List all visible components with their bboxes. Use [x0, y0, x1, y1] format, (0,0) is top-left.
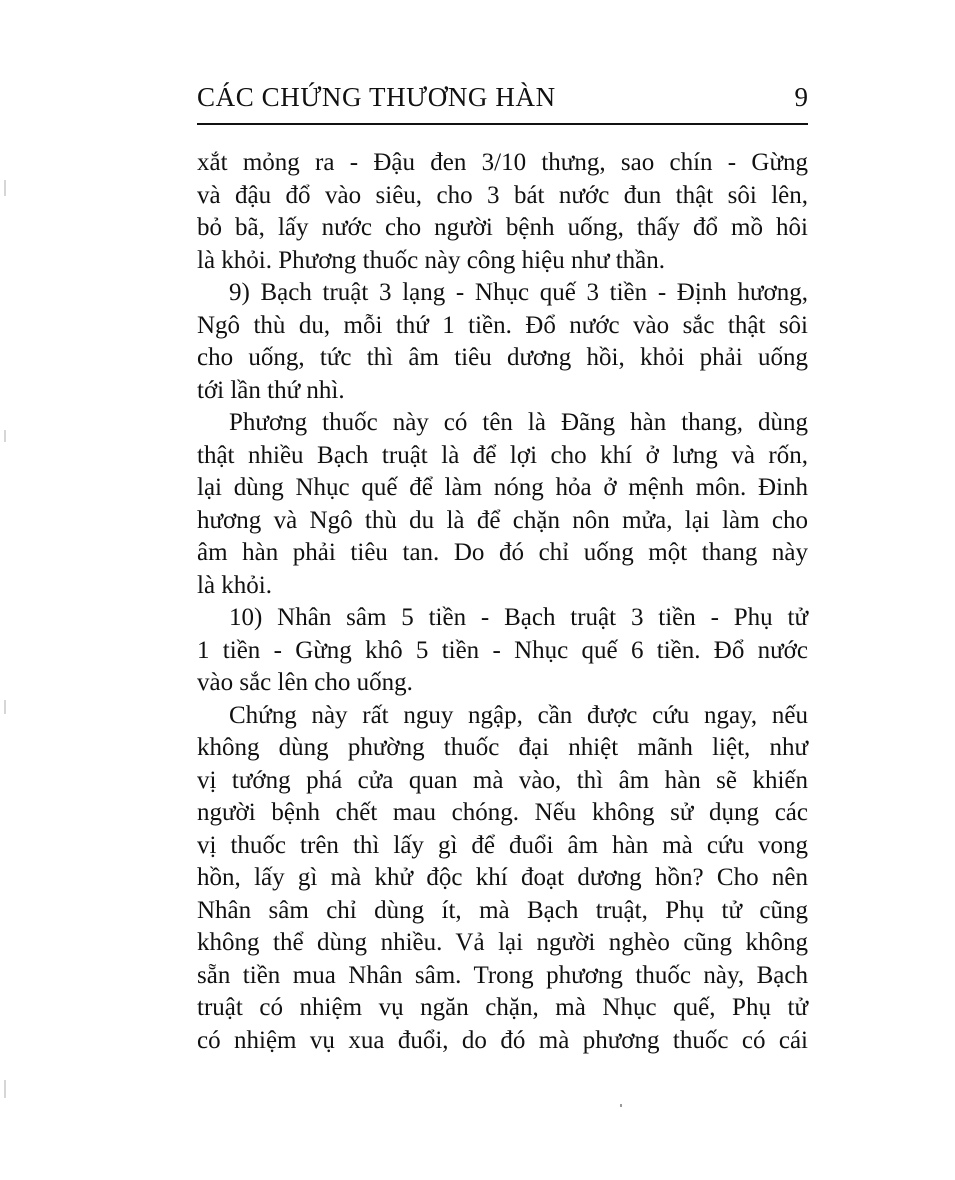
- text-line: Nhân sâm chỉ dùng ít, mà Bạch truật, Phụ tử cũng: [197, 896, 808, 924]
- paragraph-explanation-10: [197, 700, 808, 1058]
- text-line: và đậu đổ vào siêu, cho 3 bát nước đun thật sôi lên,: [197, 181, 808, 209]
- text-line: không dùng phường thuốc đại nhiệt mãnh liệt, như: [197, 734, 808, 761]
- text-line: Phương thuốc này có tên là Đãng hàn thang, dùng: [229, 409, 808, 436]
- text-line: sẵn tiền mua Nhân sâm. Trong phương thuốc này, Bạch: [197, 961, 808, 989]
- text-line: 9) Bạch truật 3 lạng - Nhục quế 3 tiền - Định hương,: [229, 279, 808, 306]
- paragraph-explanation-9: [197, 407, 808, 602]
- text-line: có nhiệm vụ xua đuổi, do đó mà phương thuốc có cái: [197, 1026, 808, 1054]
- scan-artifact: [4, 180, 6, 196]
- text-line: vào sắc lên cho uống.: [197, 669, 413, 696]
- page-number: 9: [794, 82, 808, 112]
- text-line: thật nhiều Bạch truật là để lợi cho khí ở lưng và rốn,: [197, 441, 808, 469]
- text-line: 1 tiền - Gừng khô 5 tiền - Nhục quế 6 tiền. Đổ nước: [197, 636, 808, 664]
- text-line: 10) Nhân sâm 5 tiền - Bạch truật 3 tiền - Phụ tử: [229, 604, 808, 631]
- running-header: [197, 80, 808, 120]
- text-line: lại dùng Nhục quế để làm nóng hỏa ở mệnh môn. Đinh: [197, 474, 808, 501]
- text-line: hương và Ngô thù du là để chặn nôn mửa, lại làm cho: [197, 506, 808, 534]
- text-line: vị tướng phá cửa quan mà vào, thì âm hàn sẽ khiến: [197, 766, 808, 794]
- text-line: không thể dùng nhiều. Vả lại người nghèo cũng không: [197, 929, 808, 956]
- text-line: Ngô thù du, mỗi thứ 1 tiền. Đổ nước vào sắc thật sôi: [197, 311, 808, 339]
- scan-artifact: [620, 1104, 622, 1107]
- text-line: truật có nhiệm vụ ngăn chặn, mà Nhục quế, Phụ tử: [197, 994, 808, 1021]
- text-line: Chứng này rất nguy ngập, cần được cứu ngay, nếu: [229, 701, 808, 729]
- body-text: [197, 147, 808, 1057]
- paragraph-remedy-10: [197, 602, 808, 700]
- paragraph-continuation: [197, 147, 808, 277]
- text-line: xắt mỏng ra - Đậu đen 3/10 thưng, sao chín - Gừng: [197, 149, 808, 176]
- header-rule: [197, 123, 808, 125]
- text-line: hồn, lấy gì mà khử độc khí đoạt dương hồn? Cho nên: [197, 864, 808, 891]
- text-line: âm hàn phải tiêu tan. Do đó chỉ uống một thang này: [197, 539, 808, 566]
- text-line: người bệnh chết mau chóng. Nếu không sử dụng các: [197, 799, 808, 826]
- text-line: là khỏi. Phương thuốc này công hiệu như thần.: [197, 246, 666, 274]
- paragraph-remedy-9: [197, 277, 808, 407]
- text-line: là khỏi.: [197, 571, 272, 599]
- text-line: vị thuốc trên thì lấy gì để đuổi âm hàn mà cứu vong: [197, 831, 808, 859]
- text-line: cho uống, tức thì âm tiêu dương hồi, khỏi phải uống: [197, 344, 808, 371]
- scan-artifact: [4, 700, 6, 714]
- text-line: tới lần thứ nhì.: [197, 376, 345, 404]
- text-line: bỏ bã, lấy nước cho người bệnh uống, thấy đổ mồ hôi: [197, 214, 808, 241]
- chapter-title: CÁC CHỨNG THƯƠNG HÀN: [197, 82, 556, 112]
- scan-artifact: [4, 430, 6, 442]
- scan-artifact: [4, 1080, 6, 1098]
